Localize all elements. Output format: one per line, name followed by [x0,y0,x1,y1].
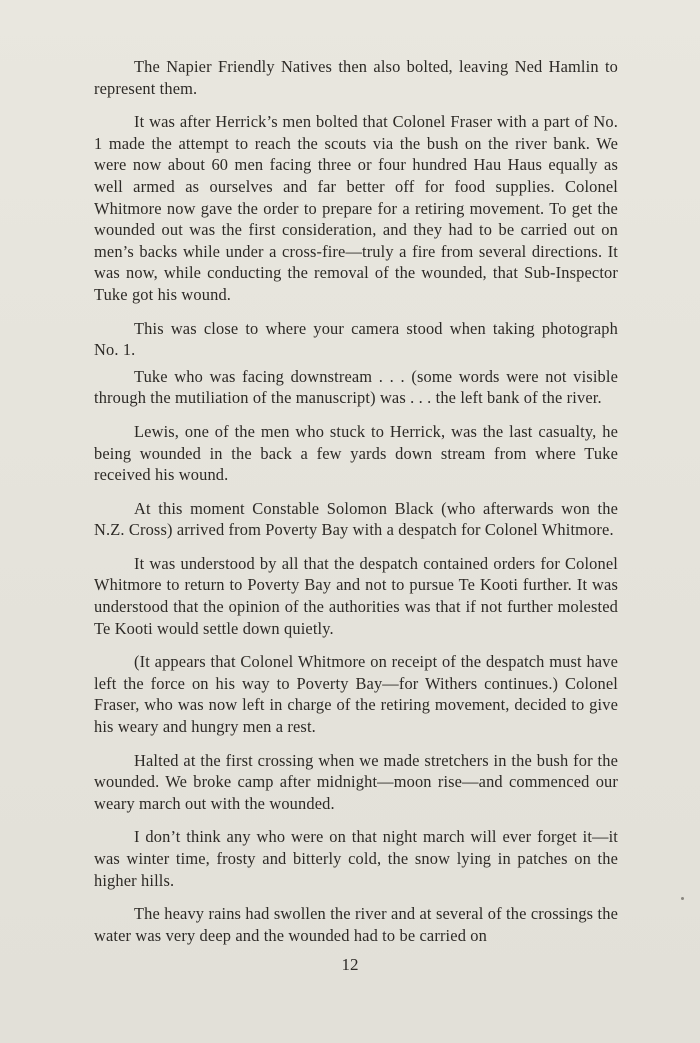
paragraph-heavy-rains: The heavy rains had swollen the river and at several of the crossings the water was very deep and the wounded had to be carried on [94,904,618,945]
paragraph-lewis-casualty: Lewis, one of the men who stuck to Herrick, was the last casualty, he being wounded in the back a few yards down stream from where Tuke received his wound. [94,421,618,485]
paragraph-napier-natives: The Napier Friendly Natives then also bolted, leaving Ned Hamlin to represent them. [94,57,618,98]
paragraph-tuke-downstream: Tuke who was facing downstream . . . (some words were not visible through the mutiliation of the manuscript) was . . . the left bank of the river. [94,366,618,408]
paper-speck [681,897,684,900]
paragraph-halted-crossing: Halted at the first crossing when we made stretchers in the bush for the wounded. We broke camp after midnight—moon rise—and commenced our weary march out with the wounded. [94,750,618,813]
paragraph-colonel-fraser-attempt: It was after Herrick’s men bolted that Colonel Fraser with a part of No. 1 made the attempt to reach the scouts via the bush on the river bank. We were now about 60 men facing three or four hundred Hau Haus equally as well armed as ourselves and far better off for food supplies. Colonel Whitmore now gave the order to prepare for a retiring movement. To get the wounded out was the first consideration, and they had to be carried out on men’s backs while under a cross-fire—truly a fire from several directions. It was now, while conducting the removal of the wounded, that Sub-Inspector Tuke got his wound. [94,112,618,304]
paragraph-whitmore-leaves: (It appears that Colonel Whitmore on receipt of the despatch must have left the force on his way to Poverty Bay—for Withers continues.) Colonel Fraser, who was now left in charge of the retiring movement, decided to give his weary and hungry men a rest. [94,652,618,737]
paragraph-camera-photograph: This was close to where your camera stood when taking photograph No. 1. [94,318,618,360]
paragraph-despatch-orders: It was understood by all that the despatch contained orders for Colonel Whitmore to return to Poverty Bay and not to pursue Te Kooti further. It was understood that the opinion of the authorities was that if not further molested Te Kooti would settle down quietly. [94,553,618,638]
body-text [94,56,618,946]
paragraph-constable-black: At this moment Constable Solomon Black (who afterwards won the N.Z. Cross) arrived from Poverty Bay with a despatch for Colonel Whitmore. [94,498,618,540]
page-number: 12 [341,955,359,974]
paragraph-night-march: I don’t think any who were on that night march will ever forget it—it was winter time, frosty and bitterly cold, the snow lying in patches on the higher hills. [94,827,618,890]
